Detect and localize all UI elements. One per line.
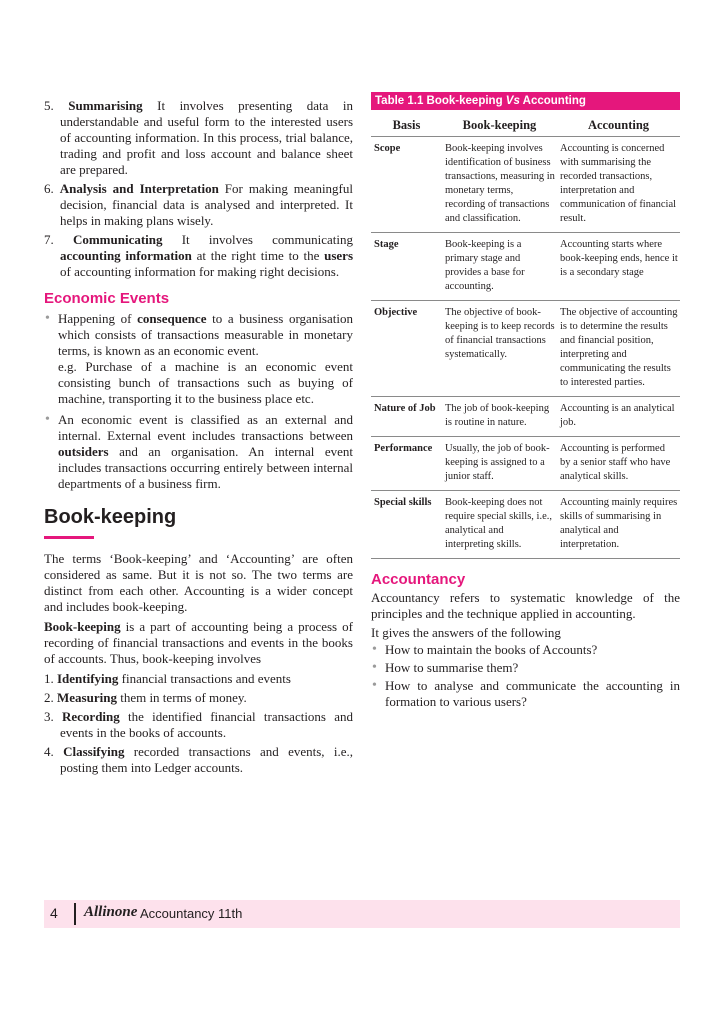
- accounting-cell: Accounting mainly requires skills of summarising in analytical and interpretation.: [557, 491, 680, 559]
- heading-underline: [44, 536, 94, 539]
- book-keeping-cell: The objective of book-keeping is to keep records of financial transactions systematically.: [442, 301, 557, 397]
- table-header-row: [371, 114, 680, 137]
- footer-divider: [74, 903, 76, 925]
- accounting-cell: Accounting is performed by a senior staff who have analytical skills.: [557, 437, 680, 491]
- book-keeping-heading: Book-keeping: [44, 506, 177, 528]
- accounting-cell: The objective of accounting is to determine the results and financial position, interpreting and communicating the results to interested parties.: [557, 301, 680, 397]
- economic-events-heading: Economic Events: [44, 290, 170, 307]
- accountancy-questions-list: [371, 642, 680, 710]
- list-item: • How to summarise them?: [371, 660, 680, 676]
- list-item: 6. Analysis and Interpretation For making meaningful decision, financial data is analysed and interpreted. It helps in making plans wisely.: [44, 181, 353, 228]
- table-row: [371, 301, 680, 397]
- basis-cell: Stage: [371, 233, 442, 301]
- accountancy-heading: Accountancy: [371, 571, 466, 588]
- column-header: Accounting: [557, 114, 680, 137]
- column-header: Book-keeping: [442, 114, 557, 137]
- list-item: 4. Classifying recorded transactions and events, i.e., posting them into Ledger accounts.: [44, 744, 353, 775]
- table-title: Table 1.1 Book-keeping Vs Accounting: [371, 92, 680, 110]
- accounting-cell: Accounting starts where book-keeping ends, hence it is a secondary stage: [557, 233, 680, 301]
- basis-cell: Scope: [371, 137, 442, 233]
- accounting-process-list: [44, 98, 353, 280]
- accounting-cell: Accounting is concerned with summarising the recorded transactions, interpretation and communication of financial result.: [557, 137, 680, 233]
- table-row: [371, 137, 680, 233]
- accounting-cell: Accounting is an analytical job.: [557, 397, 680, 437]
- column-header: Basis: [371, 114, 442, 137]
- page-number: 4: [50, 905, 58, 921]
- list-item: • Happening of consequence to a business organisation which consists of transactions measurable in monetary terms, is known as an economic event. e.g. Purchase of a machine is an economic event consisting bunch of transactions such as buying of machine, transporting it to the business place etc.: [44, 311, 353, 407]
- brand-logo: Allinone: [84, 904, 138, 920]
- economic-events-list: [44, 311, 353, 492]
- page-footer: [44, 900, 680, 928]
- book-title: Accountancy 11th: [140, 906, 243, 921]
- paragraph: The terms ‘Book-keeping’ and ‘Accounting’ are often considered as same. But it is not so. The two terms are distinct from each other. Accounting is a wider concept and includes book-keeping.: [44, 551, 353, 614]
- comparison-table: [371, 114, 680, 559]
- book-keeping-cell: Book-keeping does not require special skills, i.e., analytical and interpreting skills.: [442, 491, 557, 559]
- list-item: 7. Communicating It involves communicating accounting information at the right time to the users of accounting information for making right decisions.: [44, 232, 353, 279]
- book-keeping-list: [44, 671, 353, 776]
- book-keeping-cell: Book-keeping involves identification of business transactions, measuring in monetary terms, recording of transactions and classification.: [442, 137, 557, 233]
- example-text: e.g. Purchase of a machine is an economic event consisting bunch of transactions such as buying of machine, transporting it to the business place etc.: [58, 359, 353, 406]
- table-row: [371, 491, 680, 559]
- list-item: • How to maintain the books of Accounts?: [371, 642, 680, 658]
- book-keeping-cell: Book-keeping is a primary stage and provides a base for accounting.: [442, 233, 557, 301]
- list-item: 2. Measuring them in terms of money.: [44, 690, 247, 705]
- list-item: 1. Identifying financial transactions and events: [44, 671, 291, 686]
- right-column: [371, 92, 680, 712]
- list-item: 5. Summarising It involves presenting data in understandable and useful form to the interested users of accounting information. In this process, trial balance, trading and profit and loss account and balance sheet are prepared.: [44, 98, 354, 177]
- basis-cell: Nature of Job: [371, 397, 442, 437]
- paragraph: It gives the answers of the following: [371, 625, 561, 640]
- basis-cell: Special skills: [371, 491, 442, 559]
- list-item: • How to analyse and communicate the accounting in formation to various users?: [371, 678, 680, 710]
- table-row: [371, 233, 680, 301]
- left-column: [44, 98, 353, 779]
- basis-cell: Performance: [371, 437, 442, 491]
- paragraph: Accountancy refers to systematic knowledge of the principles and the technique applied in accounting.: [371, 590, 680, 621]
- basis-cell: Objective: [371, 301, 442, 397]
- table-row: [371, 437, 680, 491]
- list-item: • An economic event is classified as an external and internal. External event includes transactions between outsiders and an organisation. An internal event includes transactions occurring entirely between internal departments of a business firm.: [44, 412, 353, 492]
- book-keeping-cell: The job of book-keeping is routine in nature.: [442, 397, 557, 437]
- paragraph: Book-keeping is a part of accounting being a process of recording of financial transactions and events in the books of accounts. Thus, book-keeping involves: [44, 619, 353, 666]
- list-item: 3. Recording the identified financial transactions and events in the books of accounts.: [44, 709, 354, 740]
- book-keeping-cell: Usually, the job of book-keeping is assigned to a junior staff.: [442, 437, 557, 491]
- table-row: [371, 397, 680, 437]
